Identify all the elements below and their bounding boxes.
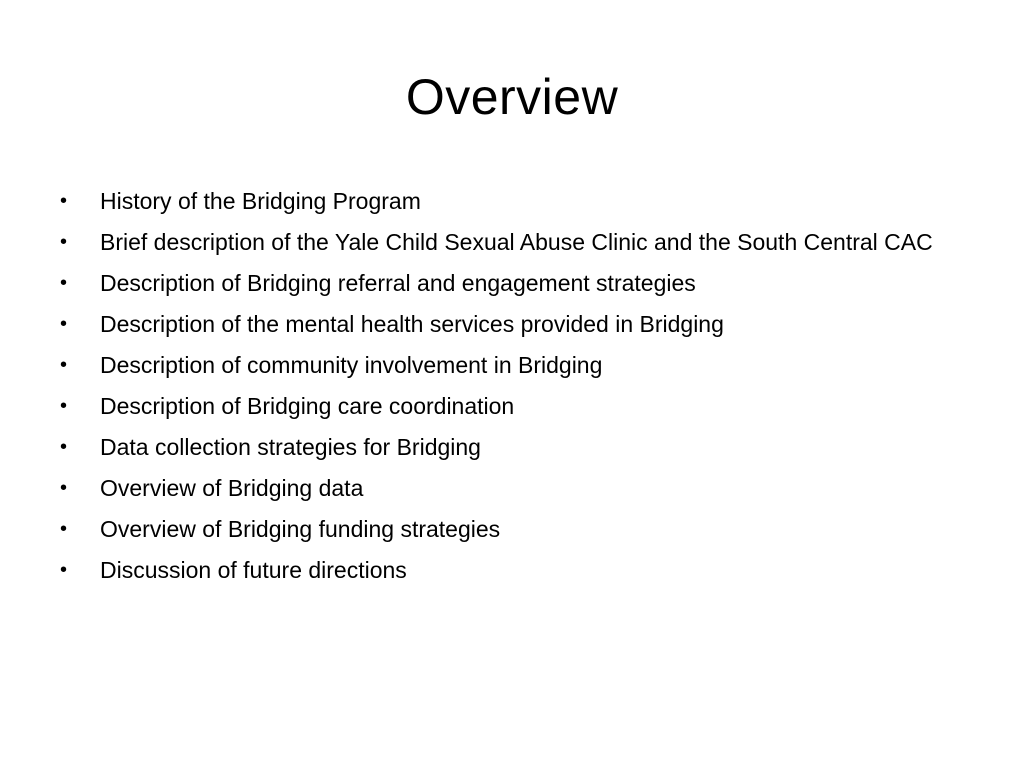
bullet-text: Overview of Bridging funding strategies xyxy=(100,516,501,542)
bullet-icon: • xyxy=(60,477,68,499)
bullet-item xyxy=(60,348,940,382)
bullet-text: Data collection strategies for Bridging xyxy=(100,434,481,460)
bullet-item xyxy=(60,471,940,505)
bullet-icon: • xyxy=(60,436,68,458)
bullet-list xyxy=(60,184,940,594)
bullet-item xyxy=(60,430,940,464)
bullet-icon: • xyxy=(60,190,68,212)
bullet-item xyxy=(60,512,940,546)
bullet-text: Description of Bridging referral and engagement strategies xyxy=(100,270,696,296)
bullet-text: Description of Bridging care coordination xyxy=(100,393,515,419)
bullet-text: Description of community involvement in Bridging xyxy=(100,352,603,378)
bullet-text: Brief description of the Yale Child Sexual Abuse Clinic and the South Central CAC xyxy=(100,229,933,255)
slide-title: Overview xyxy=(405,69,619,125)
bullet-item xyxy=(60,266,940,300)
bullet-icon: • xyxy=(60,272,68,294)
bullet-item xyxy=(60,389,940,423)
bullet-item xyxy=(60,307,940,341)
bullet-text: History of the Bridging Program xyxy=(100,188,421,214)
bullet-text: Overview of Bridging data xyxy=(100,475,364,501)
bullet-item xyxy=(60,225,940,259)
bullet-icon: • xyxy=(60,559,68,581)
bullet-item xyxy=(60,553,940,587)
bullet-item xyxy=(60,184,940,218)
bullet-text: Discussion of future directions xyxy=(100,557,407,583)
bullet-icon: • xyxy=(60,231,68,253)
bullet-icon: • xyxy=(60,395,68,417)
bullet-icon: • xyxy=(60,354,68,376)
bullet-icon: • xyxy=(60,313,68,335)
bullet-text: Description of the mental health services provided in Bridging xyxy=(100,311,724,337)
bullet-icon: • xyxy=(60,518,68,540)
